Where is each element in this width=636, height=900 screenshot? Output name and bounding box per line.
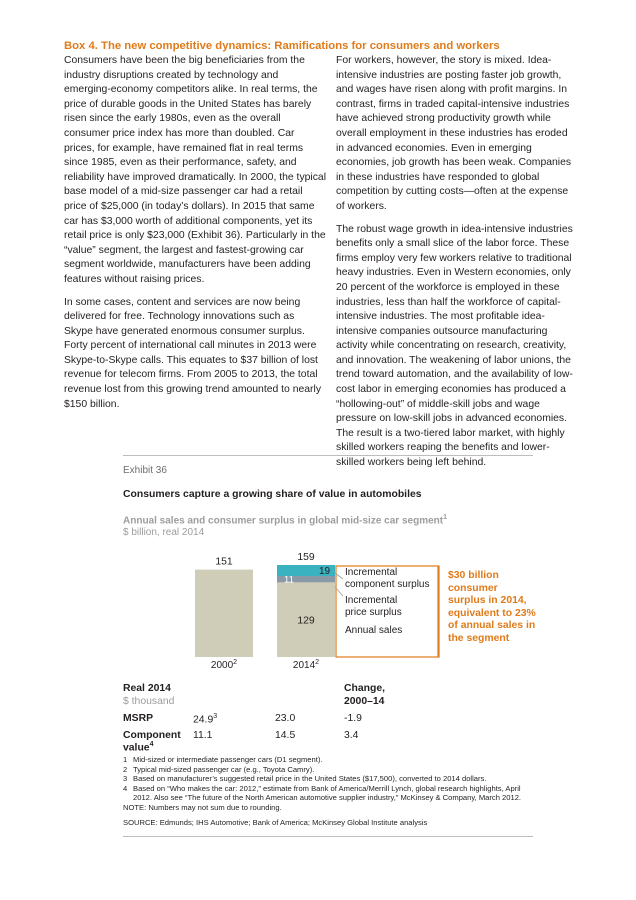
legend-annual-sales: Annual sales [345, 625, 403, 636]
table-header-change-years: 2000–14 [344, 696, 385, 707]
category-label-2014: 2014$^2$ [292, 659, 320, 671]
table-header-real: Real 2014 [123, 683, 171, 694]
exhibit-bottom-rule [123, 836, 533, 837]
table-row-msrp-2014: 23.0 [275, 713, 296, 724]
legend-component-surplus-line1: Incremental [345, 567, 398, 578]
left-paragraph-1: Consumers have been the big beneficiaries from the industry disruptions created by technology and emerging-economy competitors alike. In real terms, the price of durable goods in the United States has barely risen since the early 1980s, even as the overall consumer price index has more than doubled. Car prices, for example, have remained flat in real terms since 1985, even as their performance, safety, and reliability have improved dramatically. In 2000, the typical base model of a mid-size passenger car had a retail price of $25,000 (in today’s dollars). In 2015 that same car has $3,000 worth of additional components, yet its retail price is only $23,000 (Exhibit 36). Particularly in the “value” segment, the largest and fastest-growing car segment worldwide, manufacturers have been adding features without raising prices. [64, 55, 327, 285]
source-line: SOURCE: Edmunds; IHS Automotive; Bank of America; McKinsey Global Institute analysis [123, 818, 428, 827]
right-paragraph-1: For workers, however, the story is mixed. Idea-intensive industries are posting faster job growth, and wages have risen along with profit margins. In contrast, firms in traded capital-intensive industries have achieved strong productivity growth while overall employment in these industries has eroded in advanced economies. Even in emerging economies, job growth has been weak. Companies in these industries have responded to global competition by cutting costs—often at the expense of workers. [336, 55, 572, 212]
table-header-unit: $ thousand [123, 696, 175, 707]
right-paragraph-2: The robust wage growth in idea-intensive industries benefits only a small slice of the labor force. These firms employ very few workers relative to traditional heavy industries. Even in Western economies, only 20 percent of the workforce is employed in these industries, less than half the workforce of capital-intensive industries. The most profitable idea-intensive companies outsource manufacturing activity while concentrating on research, creativity, and innovation. The weakening of labor unions, the trend toward automation, and the availability of low-cost labor in emerging economies has produced a “hollowing-out” of middle-skill jobs and wage pressure on low-skill jobs in advanced economies. The result is a two-tiered labor market, with highly skilled workers reaping the benefits and lower-skilled workers being left behind. [336, 223, 573, 469]
legend-price-surplus-line2: price surplus [345, 607, 402, 618]
footnotes [123, 755, 543, 815]
left-paragraph-2: In some cases, content and services are now being delivered for free. Technology innovations such as Skype have generated enormous consumer surplus. Forty percent of international call minutes in 2013 were Skype-to-Skype calls. This equates to $37 billion of lost revenue for telecom firms. From 2005 to 2013, the total revenue lost from this growing trend amounted to nearly $150 billion. [64, 296, 322, 410]
total-label-2014: 159 [297, 552, 315, 563]
legend-component-surplus-line2: component surplus [345, 579, 430, 590]
bar-2000-annual-sales [195, 570, 253, 657]
footnote-3: 3 Based on manufacturer’s suggested retail price in the United States ($17,500), converted to 2014 dollars. [123, 774, 487, 784]
exhibit-label: Exhibit 36 [123, 465, 167, 476]
table-row-component-change: 3.4 [344, 730, 359, 741]
table-row-component-2014: 14.5 [275, 730, 296, 741]
table-header-change: Change, [344, 683, 385, 694]
table-row-component-label-2: value$^4$ [123, 741, 154, 754]
callout-text: $30 billion consumer surplus in 2014, equivalent to 23% of annual sales in the segment [448, 570, 536, 644]
table-row-component-label: Component [123, 730, 181, 741]
exhibit-title: Consumers capture a growing share of value in automobiles [123, 489, 422, 500]
exhibit-subtitle: Annual sales and consumer surplus in global mid-size car segment$^1$ [123, 514, 447, 527]
footnote-4: 4 Based on “Who makes the car: 2012,” estimate from Bank of America/Merrill Lynch, global research highlights, April [123, 783, 521, 793]
table-row-msrp-label: MSRP [123, 713, 154, 724]
category-label-2000: 2000$^2$ [210, 659, 238, 671]
table-row-msrp-change: -1.9 [344, 713, 362, 724]
legend-price-surplus-line1: Incremental [345, 595, 398, 606]
footnote-1: 1 Mid-sized or intermediate passenger cars (D1 segment). [123, 755, 323, 764]
footnote-4-continued: 2012. Also see “The future of the North American automotive supplier industry,” McKinsey & Company, March 2012. [133, 793, 522, 803]
footnote-note: NOTE: Numbers may not sum due to rounding. [123, 803, 282, 812]
exhibit-unit: $ billion, real 2014 [123, 527, 205, 538]
value-label-2014-price-surplus: 11 [284, 574, 294, 586]
value-label-2014-annual-sales: 129 [297, 615, 315, 627]
box-title: Box 4. The new competitive dynamics: Ramifications for consumers and workers [64, 40, 500, 52]
table-row-msrp-2000: 24.9$^3$ [193, 713, 218, 726]
value-label-2014-component-surplus: 19 [319, 565, 331, 577]
total-label-2000: 151 [215, 556, 233, 568]
table-row-component-2000: 11.1 [193, 730, 213, 741]
footnote-2: 2 Typical mid-sized passenger car (e.g., Toyota Camry). [123, 764, 315, 774]
